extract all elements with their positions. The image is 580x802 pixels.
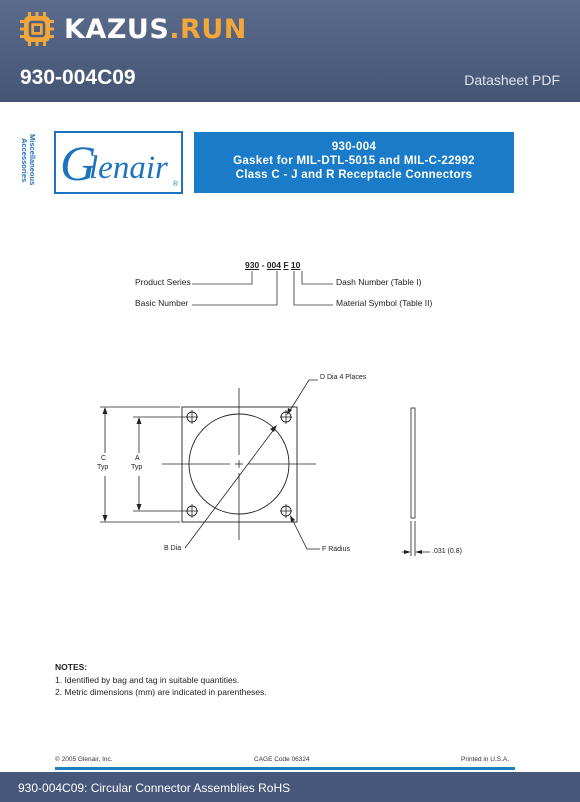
side-label-line2: Accessories <box>20 138 29 183</box>
c-dim-label: C <box>101 455 107 462</box>
a-typ-label: Typ <box>131 464 143 471</box>
copyright: © 2005 Glenair, Inc. <box>55 756 113 763</box>
side-label-line1: Miscellaneous <box>28 134 37 186</box>
gasket-outline <box>182 407 297 522</box>
page-title: 930-004C09 <box>20 66 136 89</box>
title-line-2: Gasket for MIL-DTL-5015 and MIL-C-22992 <box>233 155 475 167</box>
brand-name: KAZUS.RUN <box>64 13 247 45</box>
part-number-code: 930 - 004 F 10 <box>245 260 301 270</box>
doc-type-label: Datasheet PDF <box>464 72 560 88</box>
a-dim-label: A <box>135 455 140 462</box>
notes-section <box>55 661 267 699</box>
material-symbol-label: Material Symbol (Table II) <box>336 298 433 308</box>
note-item: 2. Metric dimensions (mm) are indicated in parentheses. <box>55 687 267 697</box>
dash-number-label: Dash Number (Table I) <box>336 277 422 287</box>
title-line-3: Class C - J and R Receptacle Connectors <box>235 169 473 181</box>
footer-rule <box>55 767 515 770</box>
c-typ-label: Typ <box>97 464 109 471</box>
notes-heading: NOTES: <box>55 662 88 672</box>
logo-g: G <box>60 135 97 191</box>
registered-mark: ® <box>172 181 178 188</box>
b-dia-label: B Dia <box>164 545 182 552</box>
note-item: 1. Identified by bag and tag in suitable quantities. <box>55 674 240 685</box>
bottom-bar <box>0 772 580 802</box>
f-radius-label: F Radius <box>322 546 351 553</box>
cage-code: CAGE Code 06324 <box>254 756 310 763</box>
basic-number-label: Basic Number <box>135 298 189 308</box>
footer-bar-text: 930-004C09: Circular Connector Assemblies RoHS <box>18 781 291 795</box>
thickness-label: .031 (0.8) <box>432 548 462 555</box>
title-line-1: 930-004 <box>331 141 377 153</box>
printed-in: Printed in U.S.A. <box>461 756 510 763</box>
logo-text: lenair <box>89 150 168 186</box>
side-view <box>411 408 415 518</box>
product-series-label: Product Series <box>135 277 191 287</box>
d-dia-label: D Dia 4 Places <box>320 374 367 381</box>
